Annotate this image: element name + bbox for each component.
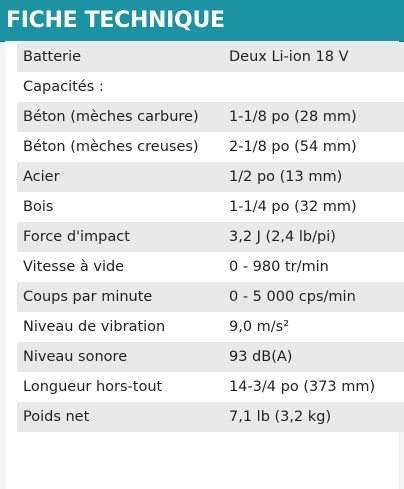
spec-value: 2-1/8 po (54 mm) xyxy=(223,132,404,162)
spec-row xyxy=(17,132,404,162)
spec-value: 7,1 lb (3,2 kg) xyxy=(223,402,404,432)
spec-row xyxy=(17,342,404,372)
spec-label: Bois xyxy=(17,192,223,222)
spec-label: Vitesse à vide xyxy=(17,252,223,282)
spec-row xyxy=(17,42,404,72)
spec-row xyxy=(17,222,404,252)
spec-label: Capacités : xyxy=(17,72,223,102)
spec-value: 1-1/8 po (28 mm) xyxy=(223,102,404,132)
spec-label: Béton (mèches carbure) xyxy=(17,102,223,132)
spec-label: Acier xyxy=(17,162,223,192)
spec-row xyxy=(17,162,404,192)
spec-label: Batterie xyxy=(17,42,223,72)
spec-label: Niveau sonore xyxy=(17,342,223,372)
spec-value: 0 - 5 000 cps/min xyxy=(223,282,404,312)
spec-value: 93 dB(A) xyxy=(223,342,404,372)
spec-label: Poids net xyxy=(17,402,223,432)
spec-value: 9,0 m/s² xyxy=(223,312,404,342)
spec-label: Force d'impact xyxy=(17,222,223,252)
spec-value: 14-3/4 po (373 mm) xyxy=(223,372,404,402)
section-header xyxy=(0,0,404,42)
section-title: FICHE TECHNIQUE xyxy=(6,8,225,33)
spec-value: 0 - 980 tr/min xyxy=(223,252,404,282)
spec-table xyxy=(17,42,404,432)
spec-value: 3,2 J (2,4 lb/pi) xyxy=(223,222,404,252)
spec-value: 1-1/4 po (32 mm) xyxy=(223,192,404,222)
spec-row xyxy=(17,312,404,342)
spec-label: Niveau de vibration xyxy=(17,312,223,342)
spec-label: Béton (mèches creuses) xyxy=(17,132,223,162)
spec-row xyxy=(17,72,404,102)
spec-label: Coups par minute xyxy=(17,282,223,312)
spec-value: Deux Li-ion 18 V xyxy=(223,42,404,72)
spec-row xyxy=(17,372,404,402)
spec-row xyxy=(17,192,404,222)
spec-value: 1/2 po (13 mm) xyxy=(223,162,404,192)
spec-row xyxy=(17,282,404,312)
spec-row xyxy=(17,102,404,132)
spec-row xyxy=(17,252,404,282)
spec-row xyxy=(17,402,404,432)
spec-label: Longueur hors-tout xyxy=(17,372,223,402)
spec-value xyxy=(223,72,404,102)
